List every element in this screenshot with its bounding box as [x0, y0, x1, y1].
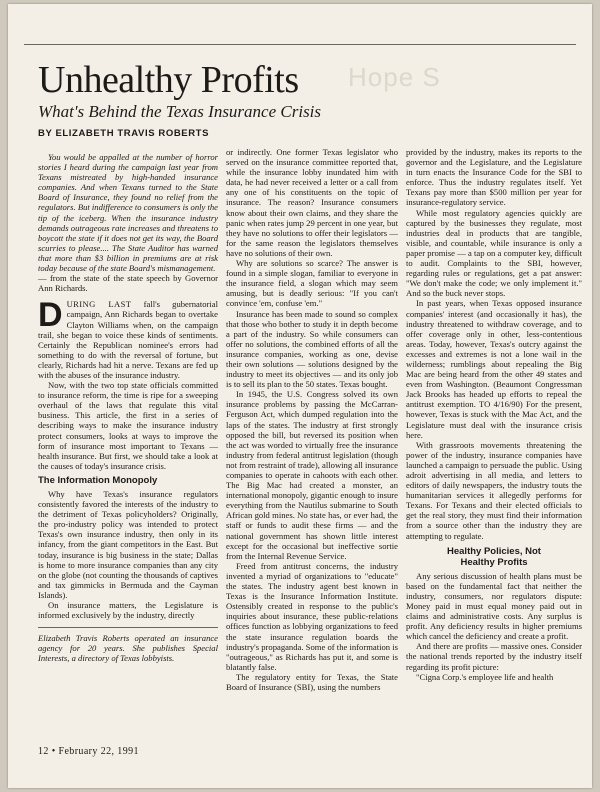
- article-subtitle: What's Behind the Texas Insurance Crisis: [38, 102, 322, 121]
- top-rule: [24, 44, 576, 45]
- section-heading-healthy-policies: [406, 546, 582, 568]
- article-byline: BY ELIZABETH TRAVIS ROBERTS: [38, 128, 210, 139]
- article-headline: Unhealthy Profits: [38, 59, 299, 101]
- paragraph: On insurance matters, the Legislature is informed exclusively by the industry, directly: [38, 600, 218, 621]
- intro-credit: — from the state of the state speech by Governor Ann Richards.: [38, 273, 218, 294]
- paragraph: In past years, when Texas opposed insurance companies' interest (and occasionally it has), the industry threatened to withdraw coverage, and to offer coverage only in other, less-contentious areas. Today, however, Texas's outcry against the excesses and extremes is not a lone wail in the wilderness; rumblings about repealing the Big Mac are being heard from the other 49 states and even from Washington. (Beaumont Congressman Jack Brooks has headed up efforts to repeal the antitrust exemption. TO 4/16/90) For the present, however, Texas is stuck with the Mac Act, and the Legislature must deal with the insurance crisis here.: [406, 298, 582, 440]
- paragraph: Any serious discussion of health plans must be based on the fundamental fact that neither the industry, consumers, nor regulators dispute: Money paid in must equal money paid out in claims and administrative costs. Any surplus is profit. Any deficiency results in higher premiums which cancel the deficiency and create a profit.: [406, 570, 582, 642]
- paragraph: And there are profits — massive ones. Consider the national trends reported by the industry itself regarding its profit picture:: [406, 641, 582, 672]
- bio-divider: [38, 627, 218, 628]
- paragraph: With grassroots movements threatening the power of the industry, insurance companies have launched a campaign to persuade the public. Using adroit advertising in all media, and letters to editors of daily newspapers, the industry touts the humanitarian services it allegedly performs for Texans. For Texans and their elected officials to get the real story, they must find their information from a source other than the industry they are attempting to regulate.: [406, 439, 582, 541]
- column-3: [406, 147, 582, 682]
- paragraph: The regulatory entity for Texas, the State Board of Insurance (SBI), using the numbers: [226, 671, 398, 692]
- column-2: [226, 147, 398, 692]
- lead-text: fall's gubernatorial campaign, Ann Richards began to overtake Clayton Williams when, on the campaign trail, she began to voice these kinds of sentiments. Certainly the Republican nominee's errors had something to do with the reversal of fortune, but clearly, Richards had hit a nerve. Texans are fed up with the abuses of the insurance industry.: [38, 299, 218, 380]
- paragraph: Why have Texas's insurance regulators consistently favored the interests of the industry to the detriment of Texas policyholders? Originally, the pro-industry policy was intended to protect Texas's own insurance industry, then only in its infancy, from the giant competitors in the East. But today, insurance is big business in the state; Dallas is home to more insurance companies than any city on the globe (not counting the thousands of captives and tax gimmicks in Bermuda and the Cayman Islands).: [38, 489, 218, 600]
- lead-paragraph: [38, 296, 218, 380]
- author-bio: Elizabeth Travis Roberts operated an insurance agency for 20 years. She publishes Special Interests, a directory of Texas lobbyists.: [38, 633, 218, 664]
- intro-quote: You would be appalled at the number of horror stories I heard during the campaign last year from Texans mistreated by high-handed insurance companies. And when Texans turned to the State Board of Insurance, they found no relief from the regulators. But indifference to consumers is only the tip of the iceberg. When the insurance industry demands outrageous rate increases and threatens to boycott the state if it does not get its way, the Board scurries to please.... The State Auditor has warned that more than $3 billion in premiums are at risk today because of the state Board's mismanagement.: [38, 152, 218, 274]
- paragraph: Insurance has been made to sound so complex that those who bother to study it in depth become a part of the industry. So while consumers can offer no solutions, the combined efforts of all the insurance companies, working as one, devise their own solutions — solutions designed by the industry to meet its objectives — and its only job is to sell its plan to the 50 states. Texas bought.: [226, 308, 398, 390]
- paragraph: or indirectly. One former Texas legislator who served on the insurance committee reported that, while the insurance lobby inundated him with data, he had never received a letter or a call from any one of his constituents on the topic of insurance. The reason? Insurance consumers know about their own claims, and they share the panic when rates jump 29 percent in one year, but they have no solutions to offer their legislators — for the same reason the legislators themselves have no solutions of their own.: [226, 147, 398, 258]
- bleed-through-text: Hope S: [348, 62, 441, 92]
- paragraph: Now, with the two top state officials committed to insurance reform, the time is ripe for a sweeping overhaul of the laws that regulate this vital business. This article, the first in a series of describing ways to make the insurance industry protect consumers, looks at ways to improve the form of insurance most important to Texans — health insurance. But first, we should take a look at the causes of today's insurance crisis.: [38, 380, 218, 471]
- heading-line-2: Healthy Profits: [460, 556, 528, 568]
- paragraph: In 1945, the U.S. Congress solved its own insurance problems by passing the McCarran-Ferguson Act, which dumped regulation into the laps of the states. The industry at first strongly opposed the bill, but reversed its position when the act was worded to virtually free the insurance industry from federal antitrust legislation (though not from restraint of trade), allowing all insurance companies to operate in cahoots with each other. The Big Mac had created a monster, an international monopoly, gigantic enough to insure everything from the Nautilus submarine to South African gold mines. No state has, or ever had, the staff or funds to audit these firms — and the national government has shown little interest except for the occasional but ineffective sortie from the Internal Revenue Service.: [226, 389, 398, 561]
- page-folio: 12 • February 22, 1991: [38, 746, 139, 757]
- lead-small-caps: URING LAST: [66, 299, 132, 310]
- magazine-page: [8, 4, 592, 788]
- heading-line-1: Healthy Policies, Not: [447, 545, 541, 557]
- paragraph: "Cigna Corp.'s employee life and health: [416, 671, 554, 682]
- drop-cap: D: [38, 296, 63, 335]
- column-1: [38, 152, 218, 664]
- section-heading-information-monopoly: The Information Monopoly: [38, 474, 158, 486]
- paragraph: provided by the industry, makes its reports to the governor and the Legislature, and the Legislature in turn enacts the Insurance Code for the SBI to enforce. Thus the industry regulates itself. Yet Texans pay more than $500 million per year for insurance-regulatory service.: [406, 147, 582, 208]
- paragraph: Why are solutions so scarce? The answer is found in a simple slogan, familiar to everyone in the insurance field, a slogan which may seem amusing, but is deadly serious: "If you can't convince 'em, confuse 'em.": [226, 258, 398, 309]
- paragraph: Freed from antitrust concerns, the industry invented a myriad of organizations to "educate" the states. The industry agent best known in Texas is the Insurance Information Institute. Ostensibly created in response to the public's inquiries about insurance, these public-relations offices function as lobbying organizations to feed the state insurance regulation boards the industry's propaganda. Some of the information is "outrageous," as Richards has put it, and some is blatantly false.: [226, 560, 398, 672]
- paragraph: While most regulatory agencies quickly are captured by the businesses they regulate, most industries deal in products that are tangible, visible, and countable, while insurance is only a paper promise — a tap on a computer key, difficult to audit. Complaints to the SBI, however, regarding rules or regulations, get a pat answer: "We don't make the code; we only implement it." And so the buck never stops.: [406, 207, 582, 299]
